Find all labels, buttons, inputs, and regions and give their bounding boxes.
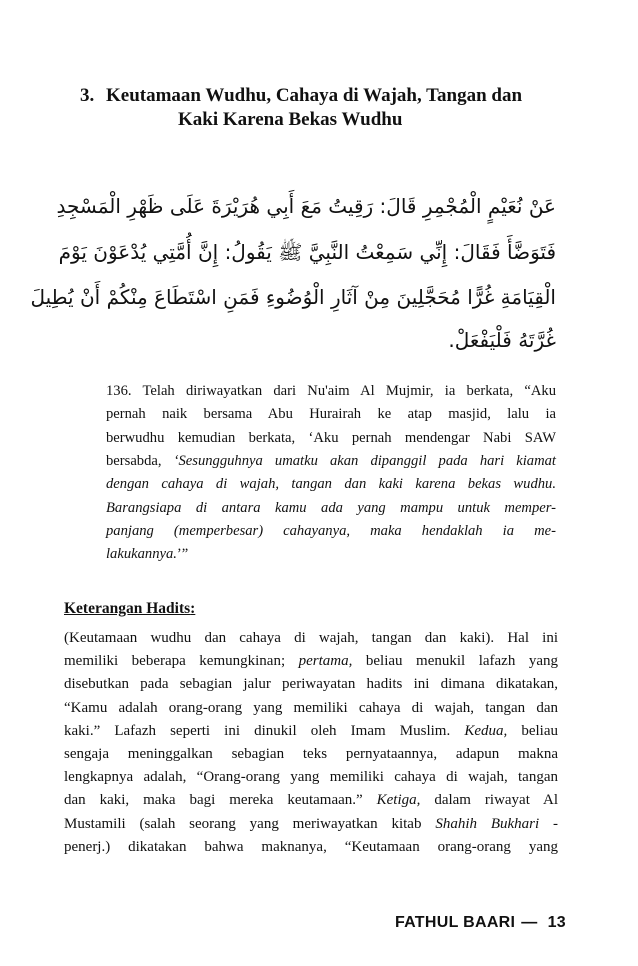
translation-line-segment: lakukannya. xyxy=(106,546,177,563)
page-footer xyxy=(395,914,566,932)
translation-line xyxy=(106,497,556,520)
translation-line-segment: dengan cahaya di wajah, tangan dan kaki karena bekas wudhu. xyxy=(106,476,556,493)
subheading-colon: : xyxy=(190,600,196,617)
translation-line xyxy=(106,450,556,473)
translation-line xyxy=(106,473,556,496)
arabic-line: فَتَوَضَّأَ فَقَالَ: إِنِّي سَمِعْتُ النَّبِيَّ ﷺ يَقُولُ: إِنَّ أُمَّتِي يُدْعَوْنَ يَوْمَ xyxy=(58,240,556,264)
explanation-line xyxy=(64,789,558,812)
arabic-line: الْقِيَامَةِ غُرًّا مُحَجَّلِينَ مِنْ آثَارِ الْوُضُوءِ فَمَنِ اسْتَطَاعَ مِنْكُمْ أَنْ يُطِيلَ xyxy=(30,285,556,309)
explanation-line xyxy=(64,673,558,696)
translation-line-segment: panjang (memperbesar) cahayanya, maka hendaklah ia me- xyxy=(106,522,556,539)
explanation-line-segment: pertama, xyxy=(298,653,353,670)
chapter-title-line-2: Kaki Karena Bekas Wudhu xyxy=(178,109,403,130)
explanation-line xyxy=(64,697,558,720)
translation-line-segment: Barangsiapa di antara kamu ada yang mampu untuk memper- xyxy=(106,499,556,516)
explanation-line-segment: lengkapnya adalah, “Orang-orang yang memiliki cahaya di wajah, tangan xyxy=(64,769,558,786)
translation-line-segment: ‘Sesungguhnya umatku akan dipanggil pada hari kiamat xyxy=(173,452,556,469)
explanation-line-segment: (Keutamaan wudhu dan cahaya di wajah, tangan dan kaki). Hal ini xyxy=(64,630,558,646)
translation-line xyxy=(106,520,556,543)
translation-line-segment: pernah naik bersama Abu Hurairah ke atap masjid, lalu ia xyxy=(106,406,556,423)
arabic-line: غُرَّتَهُ فَلْيَفْعَلْ. xyxy=(448,328,556,352)
translation-line xyxy=(106,543,556,566)
explanation-line-segment: Mustamili (salah seorang yang meriwayatkan kitab xyxy=(64,815,436,832)
translation-line-segment: ’” xyxy=(176,546,189,563)
section-subheading xyxy=(64,600,195,618)
page-number: 13 xyxy=(547,914,566,931)
explanation-line xyxy=(64,813,558,836)
explanation-line-segment: dan kaki, maka bagi mereka keutamaan.” xyxy=(64,792,377,809)
explanation-line-segment: “Kamu adalah orang-orang yang memiliki cahaya di wajah, tangan dan xyxy=(64,699,558,716)
explanation-line xyxy=(64,720,558,743)
translation-line-segment: bersabda, xyxy=(106,452,174,469)
subheading-text: Keterangan Hadits xyxy=(64,600,191,617)
explanation-line xyxy=(64,743,558,766)
explanation-line-segment: beliau menukil lafazh yang xyxy=(352,653,558,670)
running-book-title: FATHUL BAARI xyxy=(394,914,516,931)
explanation-line-segment: - xyxy=(539,815,558,832)
explanation-line-segment: memiliki beberapa kemungkinan; xyxy=(64,653,299,670)
explanation-line-segment: disebutkan pada sebagian jalur periwayatan hadits ini dimana dikatakan, xyxy=(64,676,558,693)
translation-line-segment: berwudhu kemudian berkata, ‘Aku pernah mendengar Nabi SAW xyxy=(106,429,556,446)
chapter-number: 3. xyxy=(80,85,95,106)
translation-line xyxy=(106,427,556,450)
translation-line xyxy=(106,403,556,426)
explanation-line-segment: Ketiga, xyxy=(376,792,421,809)
explanation-line-segment: kaki.” Lafazh seperti ini dinukil oleh Imam Muslim. xyxy=(64,722,465,739)
footer-dash: — xyxy=(521,914,538,931)
explanation-line-segment: dalam riwayat Al xyxy=(420,792,558,809)
explanation-line-segment: Kedua, xyxy=(464,722,508,739)
explanation-line-segment: beliau xyxy=(507,722,558,739)
explanation-line-segment: sengaja meninggalkan sebagian teks pernyataannya, adapun makna xyxy=(64,746,558,762)
explanation-line-segment: Shahih Bukhari xyxy=(435,815,540,832)
explanation-line-segment: penerj.) dikatakan bahwa maknanya, “Keutamaan orang-orang yang xyxy=(64,838,558,855)
translation-line-segment: 136. Telah diriwayatkan dari Nu'aim Al Mujmir, ia berkata, “Aku xyxy=(106,383,556,399)
chapter-title-line-1: Keutamaan Wudhu, Cahaya di Wajah, Tangan dan xyxy=(106,85,523,106)
explanation-line xyxy=(64,766,558,789)
explanation-line xyxy=(64,836,558,859)
arabic-line: عَنْ نُعَيْمٍ الْمُجْمِرِ قَالَ: رَقِيتُ مَعَ أَبِي هُرَيْرَةَ عَلَى ظَهْرِ الْمَسْجِدِ xyxy=(56,194,556,218)
translation-line xyxy=(106,380,556,403)
explanation-line xyxy=(64,650,558,673)
explanation-line xyxy=(64,627,558,650)
